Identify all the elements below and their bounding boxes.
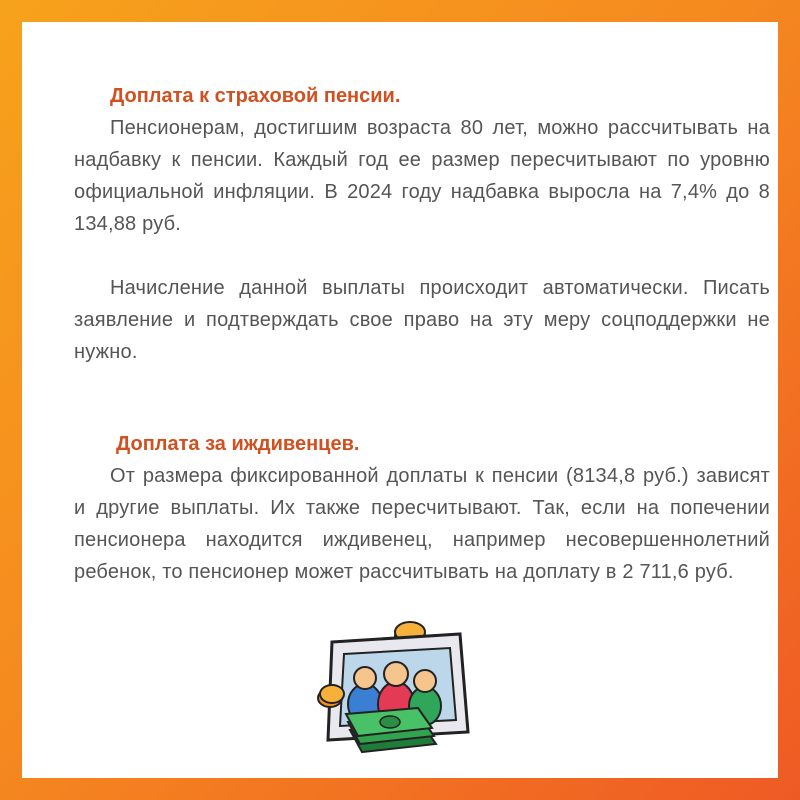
money-stack-icon	[346, 708, 436, 752]
section2-paragraph: От размера фиксированной доплаты к пенсии (8134,8 руб.) зависят и другие выплаты. Их также пересчитывают. Так, если на попечении пенсионера находится иждивенец, например несовершеннолетний ребенок, то пенсионер может рассчитывать на доплату в 2 711,6 руб.	[74, 465, 770, 583]
text-content	[74, 80, 770, 588]
spacer	[74, 368, 770, 428]
section1-heading: Доплата к страховой пенсии.	[110, 85, 401, 107]
spacer	[74, 240, 770, 272]
section2-heading: Доплата за иждивенцев.	[116, 433, 360, 455]
section1-paragraph1: Пенсионерам, достигшим возраста 80 лет, можно рассчитывать на надбавку к пенсии. Каждый год ее размер пересчитывают по уровню официальной инфляции. В 2024 году надбавка выросла на 7,4% до 8 134,88 руб.	[74, 117, 770, 235]
family-photo-money-icon	[310, 612, 475, 762]
section1-paragraph2: Начисление данной выплаты происходит автоматически. Писать заявление и подтверждать свое право на эту меру соцподдержки не нужно.	[74, 277, 770, 363]
